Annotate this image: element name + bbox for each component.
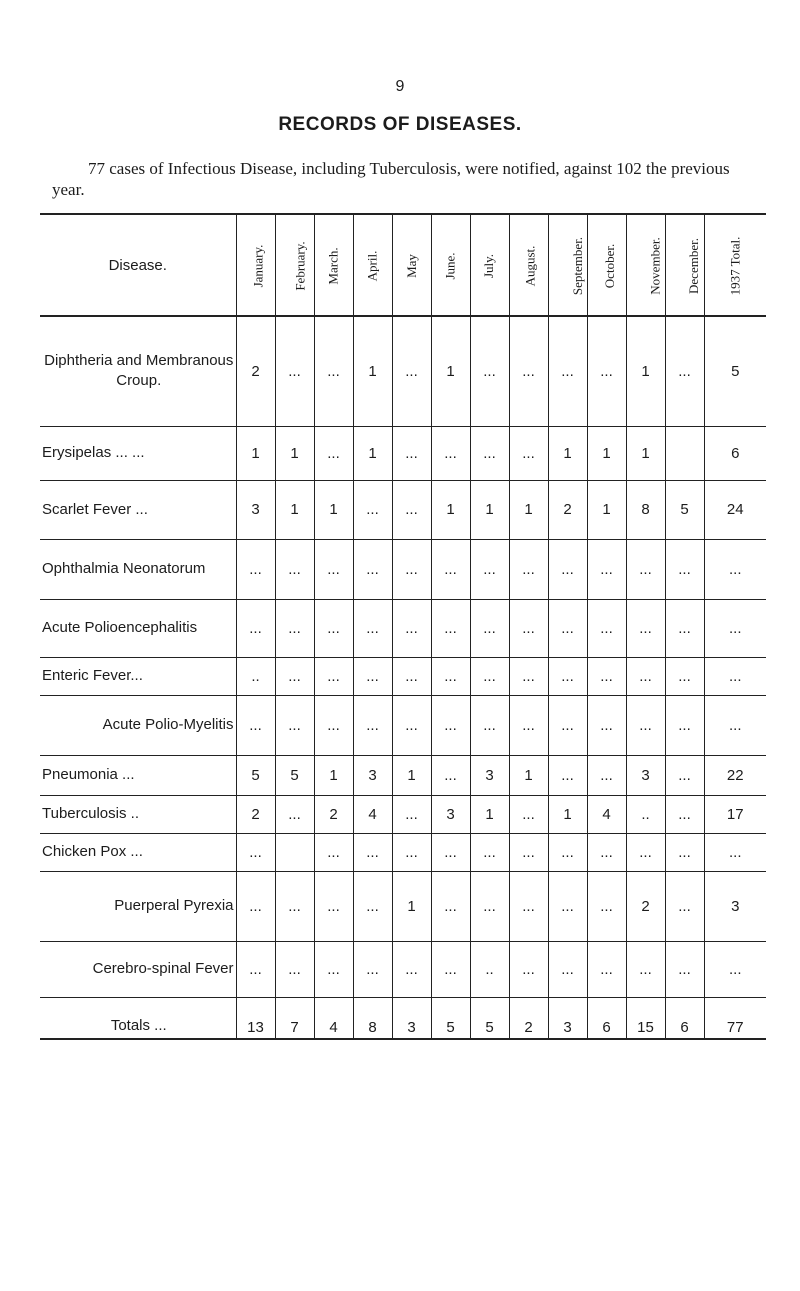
disease-name: Scarlet Fever ... (40, 480, 236, 539)
disease-name: Ophthalmia Neonatorum (40, 539, 236, 599)
month-cell: ... (626, 941, 665, 997)
month-cell: ... (665, 755, 704, 795)
month-total-cell: 13 (236, 997, 275, 1039)
month-cell: ... (509, 316, 548, 426)
month-cell: ... (470, 657, 509, 695)
row-total-cell: ... (704, 833, 766, 871)
month-cell: ... (353, 657, 392, 695)
month-cell: ... (665, 539, 704, 599)
month-cell: ... (353, 941, 392, 997)
month-total-cell: 6 (665, 997, 704, 1039)
table-row (40, 833, 766, 871)
month-cell: ... (509, 539, 548, 599)
month-cell: 2 (236, 316, 275, 426)
month-total-cell: 2 (509, 997, 548, 1039)
month-header: March. (314, 214, 353, 316)
month-cell: 2 (548, 480, 587, 539)
month-cell: ... (314, 833, 353, 871)
month-cell: ... (431, 941, 470, 997)
month-cell: ... (665, 657, 704, 695)
month-cell: ... (236, 871, 275, 941)
month-cell: 3 (626, 755, 665, 795)
month-cell: 1 (275, 480, 314, 539)
month-cell: ... (236, 941, 275, 997)
month-total-cell: 3 (392, 997, 431, 1039)
month-cell: ... (626, 599, 665, 657)
month-header: May (392, 214, 431, 316)
month-cell: ... (587, 316, 626, 426)
month-cell: .. (626, 795, 665, 833)
month-header: July. (470, 214, 509, 316)
month-cell: ... (665, 795, 704, 833)
month-cell: ... (548, 657, 587, 695)
disease-name: Cerebro-spinal Fever (40, 941, 236, 997)
month-cell: ... (509, 871, 548, 941)
disease-name: Puerperal Pyrexia (40, 871, 236, 941)
month-cell: ... (314, 657, 353, 695)
month-total-cell: 15 (626, 997, 665, 1039)
month-cell: 1 (470, 480, 509, 539)
month-cell: ... (275, 941, 314, 997)
month-cell: 4 (587, 795, 626, 833)
month-cell: ... (548, 539, 587, 599)
table-row (40, 795, 766, 833)
month-cell: 1 (392, 871, 431, 941)
row-total-cell: ... (704, 941, 766, 997)
month-cell: ... (470, 316, 509, 426)
month-cell: ... (314, 426, 353, 480)
table-row (40, 695, 766, 755)
month-cell: ... (548, 316, 587, 426)
month-cell: ... (509, 941, 548, 997)
month-cell: 1 (236, 426, 275, 480)
month-cell: ... (314, 539, 353, 599)
month-cell: ... (587, 695, 626, 755)
month-cell: 1 (509, 480, 548, 539)
month-cell: 1 (314, 480, 353, 539)
month-cell: ... (587, 599, 626, 657)
month-cell: ... (470, 599, 509, 657)
month-total-cell: 5 (470, 997, 509, 1039)
month-cell: 8 (626, 480, 665, 539)
month-cell: ... (470, 426, 509, 480)
month-cell: ... (392, 599, 431, 657)
month-cell: 2 (236, 795, 275, 833)
disease-name: Pneumonia ... (40, 755, 236, 795)
month-cell: 3 (470, 755, 509, 795)
month-total-cell: 5 (431, 997, 470, 1039)
month-cell: 1 (353, 316, 392, 426)
month-cell: 5 (275, 755, 314, 795)
month-cell: ... (392, 426, 431, 480)
month-cell: ... (509, 795, 548, 833)
month-header: February. (275, 214, 314, 316)
month-cell: ... (509, 657, 548, 695)
disease-name: Acute Polio-Myelitis (40, 695, 236, 755)
month-cell: ... (665, 941, 704, 997)
month-cell: 1 (626, 316, 665, 426)
disease-name: Diphtheria and Membranous Croup. (40, 316, 236, 426)
table-row (40, 755, 766, 795)
month-cell: 1 (587, 426, 626, 480)
table-row (40, 657, 766, 695)
month-cell: ... (353, 695, 392, 755)
month-cell: 1 (431, 480, 470, 539)
month-cell: 1 (314, 755, 353, 795)
month-cell: 3 (431, 795, 470, 833)
month-cell: ... (665, 599, 704, 657)
month-cell: 5 (236, 755, 275, 795)
month-cell: ... (509, 599, 548, 657)
month-cell: 1 (353, 426, 392, 480)
row-total-cell: ... (704, 539, 766, 599)
month-total-cell: 7 (275, 997, 314, 1039)
row-total-cell: 6 (704, 426, 766, 480)
month-header: September. (548, 214, 587, 316)
month-total-cell: 6 (587, 997, 626, 1039)
page-number: 9 (395, 78, 405, 95)
month-cell: .. (470, 941, 509, 997)
month-cell: ... (392, 539, 431, 599)
month-header: November. (626, 214, 665, 316)
month-cell: ... (548, 755, 587, 795)
month-cell: 1 (470, 795, 509, 833)
month-cell: ... (431, 695, 470, 755)
table-row (40, 599, 766, 657)
month-cell: 1 (431, 316, 470, 426)
month-cell: ... (353, 871, 392, 941)
month-header: December. (665, 214, 704, 316)
month-cell: ... (665, 871, 704, 941)
month-cell: ... (509, 426, 548, 480)
month-header: August. (509, 214, 548, 316)
month-cell (275, 833, 314, 871)
month-cell: ... (353, 480, 392, 539)
grand-total-cell: 77 (704, 997, 766, 1039)
month-cell: .. (236, 657, 275, 695)
month-cell: ... (275, 695, 314, 755)
month-cell: ... (314, 871, 353, 941)
disease-name: Erysipelas ... ... (40, 426, 236, 480)
month-cell: ... (470, 539, 509, 599)
month-cell: ... (626, 657, 665, 695)
month-header: October. (587, 214, 626, 316)
month-header: January. (236, 214, 275, 316)
row-total-cell: 5 (704, 316, 766, 426)
month-cell: ... (314, 599, 353, 657)
month-cell: ... (587, 755, 626, 795)
row-total-cell: 22 (704, 755, 766, 795)
month-cell: 1 (275, 426, 314, 480)
month-cell: ... (275, 539, 314, 599)
month-cell: ... (587, 871, 626, 941)
month-cell: ... (470, 871, 509, 941)
month-cell: ... (275, 657, 314, 695)
month-cell: 1 (392, 755, 431, 795)
diseases-table (40, 213, 766, 1040)
month-cell: ... (431, 755, 470, 795)
month-cell: ... (587, 539, 626, 599)
month-cell: ... (431, 599, 470, 657)
month-cell: ... (392, 657, 431, 695)
row-total-cell: 17 (704, 795, 766, 833)
month-cell: 1 (548, 795, 587, 833)
month-cell: 4 (353, 795, 392, 833)
month-cell: ... (314, 316, 353, 426)
month-cell: 3 (353, 755, 392, 795)
row-total-cell: ... (704, 695, 766, 755)
total-column-header: 1937 Total. (704, 214, 766, 316)
month-cell: ... (665, 833, 704, 871)
month-cell: ... (431, 539, 470, 599)
month-cell: ... (587, 941, 626, 997)
month-cell: ... (275, 316, 314, 426)
month-cell: ... (509, 695, 548, 755)
month-cell: ... (392, 695, 431, 755)
month-cell: ... (548, 599, 587, 657)
month-cell: ... (431, 426, 470, 480)
month-cell: ... (392, 833, 431, 871)
month-cell: ... (236, 599, 275, 657)
month-cell: ... (392, 941, 431, 997)
month-cell: ... (587, 833, 626, 871)
totals-row (40, 997, 766, 1039)
month-cell: ... (470, 695, 509, 755)
month-cell: ... (548, 695, 587, 755)
month-cell: ... (665, 695, 704, 755)
month-cell: ... (275, 871, 314, 941)
disease-name: Tuberculosis .. (40, 795, 236, 833)
month-cell: ... (392, 480, 431, 539)
month-cell: ... (587, 657, 626, 695)
row-total-cell: ... (704, 599, 766, 657)
month-cell: 2 (626, 871, 665, 941)
totals-label: Totals ... (40, 997, 236, 1039)
month-total-cell: 4 (314, 997, 353, 1039)
table-header-row (40, 214, 766, 316)
month-cell: ... (431, 833, 470, 871)
month-cell: ... (236, 539, 275, 599)
disease-name: Acute Polioencephalitis (40, 599, 236, 657)
month-cell: 1 (548, 426, 587, 480)
month-cell: ... (509, 833, 548, 871)
month-cell: ... (665, 316, 704, 426)
month-cell: ... (353, 833, 392, 871)
month-cell: ... (236, 833, 275, 871)
month-cell (665, 426, 704, 480)
table-row (40, 871, 766, 941)
month-header: June. (431, 214, 470, 316)
row-total-cell: 24 (704, 480, 766, 539)
month-cell: ... (626, 695, 665, 755)
month-cell: ... (431, 871, 470, 941)
month-cell: ... (626, 833, 665, 871)
month-cell: ... (353, 599, 392, 657)
month-cell: 5 (665, 480, 704, 539)
page-title: RECORDS OF DISEASES. (278, 114, 522, 135)
month-total-cell: 8 (353, 997, 392, 1039)
month-cell: ... (353, 539, 392, 599)
row-total-cell: 3 (704, 871, 766, 941)
month-cell: ... (392, 316, 431, 426)
month-header: April. (353, 214, 392, 316)
month-cell: ... (314, 941, 353, 997)
month-cell: 3 (236, 480, 275, 539)
disease-name: Chicken Pox ... (40, 833, 236, 871)
month-cell: ... (626, 539, 665, 599)
month-cell: ... (392, 795, 431, 833)
month-cell: ... (548, 941, 587, 997)
month-cell: ... (275, 599, 314, 657)
month-cell: ... (431, 657, 470, 695)
intro-paragraph: 77 cases of Infectious Disease, including Tuberculosis, were notified, against 102 the previous year. (52, 159, 730, 199)
table-row (40, 941, 766, 997)
table-row (40, 539, 766, 599)
disease-column-header: Disease. (40, 214, 236, 316)
month-cell: 2 (314, 795, 353, 833)
month-total-cell: 3 (548, 997, 587, 1039)
table-row (40, 480, 766, 539)
month-cell: ... (548, 871, 587, 941)
month-cell: 1 (626, 426, 665, 480)
table-row (40, 426, 766, 480)
row-total-cell: ... (704, 657, 766, 695)
table-row (40, 316, 766, 426)
month-cell: ... (236, 695, 275, 755)
month-cell: 1 (509, 755, 548, 795)
month-cell: ... (275, 795, 314, 833)
month-cell: ... (314, 695, 353, 755)
disease-name: Enteric Fever... (40, 657, 236, 695)
month-cell: ... (548, 833, 587, 871)
month-cell: ... (470, 833, 509, 871)
month-cell: 1 (587, 480, 626, 539)
